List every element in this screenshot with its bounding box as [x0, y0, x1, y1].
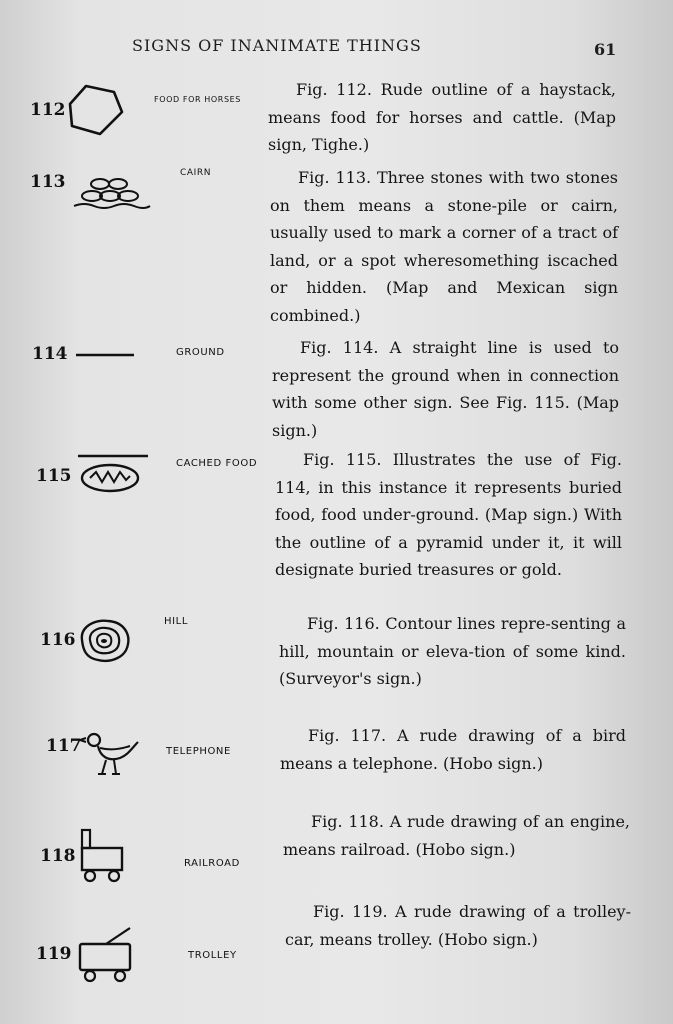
- figure-number: 112: [30, 100, 66, 120]
- sign-label: TELEPHONE: [166, 746, 231, 757]
- running-title: SIGNS OF INANIMATE THINGS: [132, 36, 422, 55]
- sign-label: GROUND: [176, 347, 225, 358]
- figure-number: 116: [40, 630, 76, 650]
- sign-label: FOOD FOR HORSES: [154, 95, 241, 104]
- figure-description: Fig. 115. Illustrates the use of Fig. 114, in this instance it represents buried food, food under-ground. (Map sign.) With the outline of a pyramid under it, it will designate buried treasures or gold.: [275, 450, 622, 579]
- pentagon-haystack-icon: [64, 82, 126, 138]
- figure-description: Fig. 118. A rude drawing of an engine, means railroad. (Hobo sign.): [283, 812, 630, 859]
- buried-food-icon: [76, 452, 150, 496]
- sign-label: HILL: [164, 616, 189, 627]
- sign-label: RAILROAD: [184, 858, 240, 869]
- figure-description: Fig. 119. A rude drawing of a trolley-car, means trolley. (Hobo sign.): [285, 902, 631, 949]
- figure-number: 117: [46, 736, 82, 756]
- sign-label: CAIRN: [180, 168, 212, 178]
- figure-description: Fig. 116. Contour lines repre-senting a hill, mountain or eleva-tion of some kind. (Surveyor's sign.): [279, 614, 626, 688]
- figure-description: Fig. 117. A rude drawing of a bird means a telephone. (Hobo sign.): [280, 726, 626, 773]
- figure-number: 114: [32, 344, 68, 364]
- straight-line-icon: [76, 352, 136, 358]
- trolley-car-icon: [76, 926, 136, 984]
- contour-hill-icon: [74, 616, 134, 666]
- figure-number: 115: [36, 466, 72, 486]
- sign-label: CACHED FOOD: [176, 458, 258, 469]
- figure-description: Fig. 113. Three stones with two stones on them means a stone-pile or cairn, usually used to mark a corner of a tract of land, or a spot wheresomething iscached or hidden. (Map and Mexican sign combined.): [270, 168, 618, 325]
- figure-description: Fig. 114. A straight line is used to represent the ground when in connection with some other sign. See Fig. 115. (Map sign.): [272, 338, 619, 440]
- engine-icon: [76, 828, 128, 886]
- stone-pile-icon: [70, 174, 152, 214]
- bird-icon: [78, 728, 142, 780]
- figure-number: 113: [30, 172, 66, 192]
- figure-description: Fig. 112. Rude outline of a haystack, means food for horses and cattle. (Map sign, Tighe.): [268, 80, 616, 154]
- sign-label: TROLLEY: [188, 950, 237, 961]
- figure-number: 119: [36, 944, 72, 964]
- figure-number: 118: [40, 846, 76, 866]
- page-number: 61: [594, 40, 617, 59]
